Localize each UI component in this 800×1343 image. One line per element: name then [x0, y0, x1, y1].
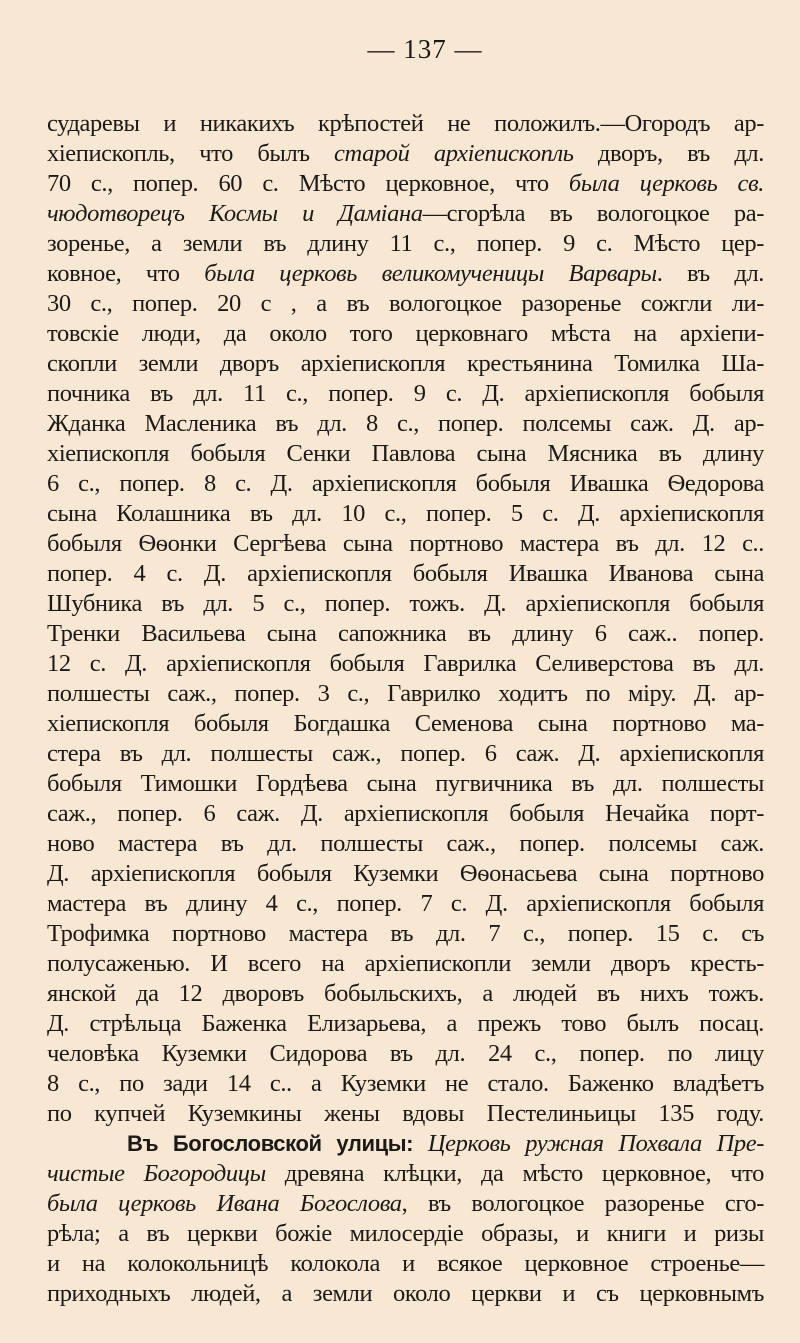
text-segment: . въ дл.: [656, 260, 764, 287]
italic-text: была церковь св.: [568, 170, 764, 197]
text-segment: рѣла; а въ церкви божіе милосердіе образы, и книги и ризы: [47, 1220, 764, 1247]
text-segment: полшесты саж., попер. 3 с., Гаврилко ходитъ по міру. Д. ар-: [47, 680, 764, 707]
text-line: [47, 769, 764, 799]
text-segment: бобыля Тимошки Гордѣева сына пугвичника въ дл. полшесты: [47, 770, 764, 797]
italic-text: была церковь Ивана Богослова: [47, 1190, 402, 1217]
text-line: [47, 1069, 764, 1099]
text-segment: янской да 12 дворовъ бобыльскихъ, а людей въ нихъ тожъ.: [47, 980, 764, 1007]
text-line: [47, 319, 764, 349]
text-line: [47, 199, 764, 229]
text-line: [47, 1189, 764, 1219]
text-line: [47, 1249, 764, 1279]
italic-text: старой архіепископль: [334, 140, 574, 167]
section-heading: Въ Богословской улицы:: [127, 1131, 428, 1156]
text-line: [47, 139, 764, 169]
text-segment: —сгорѣла въ вологоцкое ра-: [422, 200, 764, 227]
text-segment: 6 с., попер. 8 с. Д. архіепископля бобыля Ивашка Ѳедорова: [47, 470, 764, 497]
text-segment: Жданка Масленика въ дл. 8 с., попер. полсемы саж. Д. ар-: [47, 410, 764, 437]
text-line: [47, 109, 764, 139]
text-segment: древяна клѣцки, да мѣсто церковное, что: [265, 1160, 764, 1187]
text-segment: человѣка Куземки Сидорова въ дл. 24 с., попер. по лицу: [47, 1040, 764, 1067]
text-line: [47, 1219, 764, 1249]
text-segment: товскіе люди, да около того церковнаго мѣста на архіепи-: [47, 320, 764, 347]
text-segment: зоренье, а земли въ длину 11 с., попер. 9 с. Мѣсто цер-: [47, 230, 764, 257]
section-heading-line: [47, 1129, 764, 1159]
text-line: [47, 469, 764, 499]
text-segment: стера въ дл. полшесты саж., попер. 6 саж. Д. архіепископля: [47, 740, 764, 767]
text-line: [47, 409, 764, 439]
text-segment: ковное, что: [47, 260, 205, 287]
text-segment: мастера въ длину 4 с., попер. 7 с. Д. архіепископля бобыля: [47, 890, 764, 917]
text-segment: и на колокольницѣ колокола и всякое церковное строенье—: [47, 1250, 764, 1277]
text-segment: полусаженью. И всего на архіепископли земли дворъ кресть-: [47, 950, 764, 977]
text-line: [47, 889, 764, 919]
text-line: [47, 289, 764, 319]
text-line: [47, 739, 764, 769]
text-line: [47, 349, 764, 379]
text-segment: приходныхъ людей, а земли около церкви и съ церковнымъ: [47, 1280, 764, 1307]
text-line: [47, 229, 764, 259]
text-segment: попер. 4 с. Д. архіепископля бобыля Ивашка Иванова сына: [47, 560, 764, 587]
text-segment: хіепископль, что былъ: [47, 140, 335, 167]
text-segment: хіепископля бобыля Сенки Павлова сына Мясника въ длину: [47, 440, 764, 467]
text-line: [47, 439, 764, 469]
text-line: [47, 1039, 764, 1069]
text-line: [47, 379, 764, 409]
text-segment: дворъ, въ дл.: [573, 140, 764, 167]
text-segment: 8 с., по зади 14 с.. а Куземки не стало. Баженко владѣетъ: [47, 1070, 764, 1097]
text-segment: 12 с. Д. архіепископля бобыля Гаврилка Селиверстова въ дл.: [47, 650, 764, 677]
text-line: [47, 859, 764, 889]
text-segment: 70 с., попер. 60 с. Мѣсто церковное, что: [47, 170, 569, 197]
text-segment: Д. стрѣльца Баженка Елизарьева, а прежъ тово былъ посац.: [47, 1010, 764, 1037]
text-segment: саж., попер. 6 саж. Д. архіепископля бобыля Нечайка порт-: [47, 800, 764, 827]
text-segment: бобыля Ѳѳонки Сергѣева сына портново мастера въ дл. 12 с..: [47, 530, 764, 557]
text-line: [47, 259, 764, 289]
italic-text: была церковь великомученицы Варвары: [204, 260, 657, 287]
text-segment: , въ вологоцкое разоренье сго-: [401, 1190, 764, 1217]
page-body-text: [47, 109, 764, 1309]
italic-text: чистые Богородицы: [47, 1160, 266, 1187]
text-line: [47, 1159, 764, 1189]
text-line: [47, 919, 764, 949]
text-line: [47, 1099, 764, 1129]
text-segment: сына Колашника въ дл. 10 с., попер. 5 с. Д. архіепископля: [47, 500, 764, 527]
page-number: — 137 —: [367, 34, 483, 64]
text-line: [47, 709, 764, 739]
text-segment: Шубника въ дл. 5 с., попер. тожъ. Д. архіепископля бобыля: [47, 590, 764, 617]
italic-text: Церковь ружная Похвала Пре-: [427, 1130, 764, 1157]
text-line: [47, 799, 764, 829]
text-line: [47, 649, 764, 679]
text-line: [47, 679, 764, 709]
text-line: [47, 1279, 764, 1309]
text-segment: 30 с., попер. 20 с , а въ вологоцкое разоренье сожгли ли-: [47, 290, 764, 317]
text-segment: Д. архіепископля бобыля Куземки Ѳѳонасьева сына портново: [47, 860, 764, 887]
text-line: [47, 559, 764, 589]
text-segment: Тренки Васильева сына сапожника въ длину 6 саж.. попер.: [47, 620, 764, 647]
text-segment: по купчей Куземкины жены вдовы Пестелиньицы 135 году.: [47, 1100, 764, 1127]
text-line: [47, 1009, 764, 1039]
text-line: [47, 169, 764, 199]
text-segment: ново мастера въ дл. полшесты саж., попер. полсемы саж.: [47, 830, 764, 857]
text-segment: почника въ дл. 11 с., попер. 9 с. Д. архіепископля бобыля: [47, 380, 764, 407]
text-line: [47, 529, 764, 559]
text-segment: Трофимка портново мастера въ дл. 7 с., попер. 15 с. съ: [47, 920, 764, 947]
text-segment: скопли земли дворъ архіепископля крестьянина Томилка Ша-: [47, 350, 764, 377]
text-line: [47, 499, 764, 529]
text-segment: сударевы и никакихъ крѣпостей не положилъ.—Огородъ ар-: [47, 110, 764, 137]
text-line: [47, 589, 764, 619]
text-line: [47, 949, 764, 979]
italic-text: чюдотворецъ Космы и Даміана: [47, 200, 423, 227]
text-line: [47, 619, 764, 649]
text-segment: хіепископля бобыля Богдашка Семенова сына портново ма-: [47, 710, 764, 737]
text-line: [47, 979, 764, 1009]
text-line: [47, 829, 764, 859]
